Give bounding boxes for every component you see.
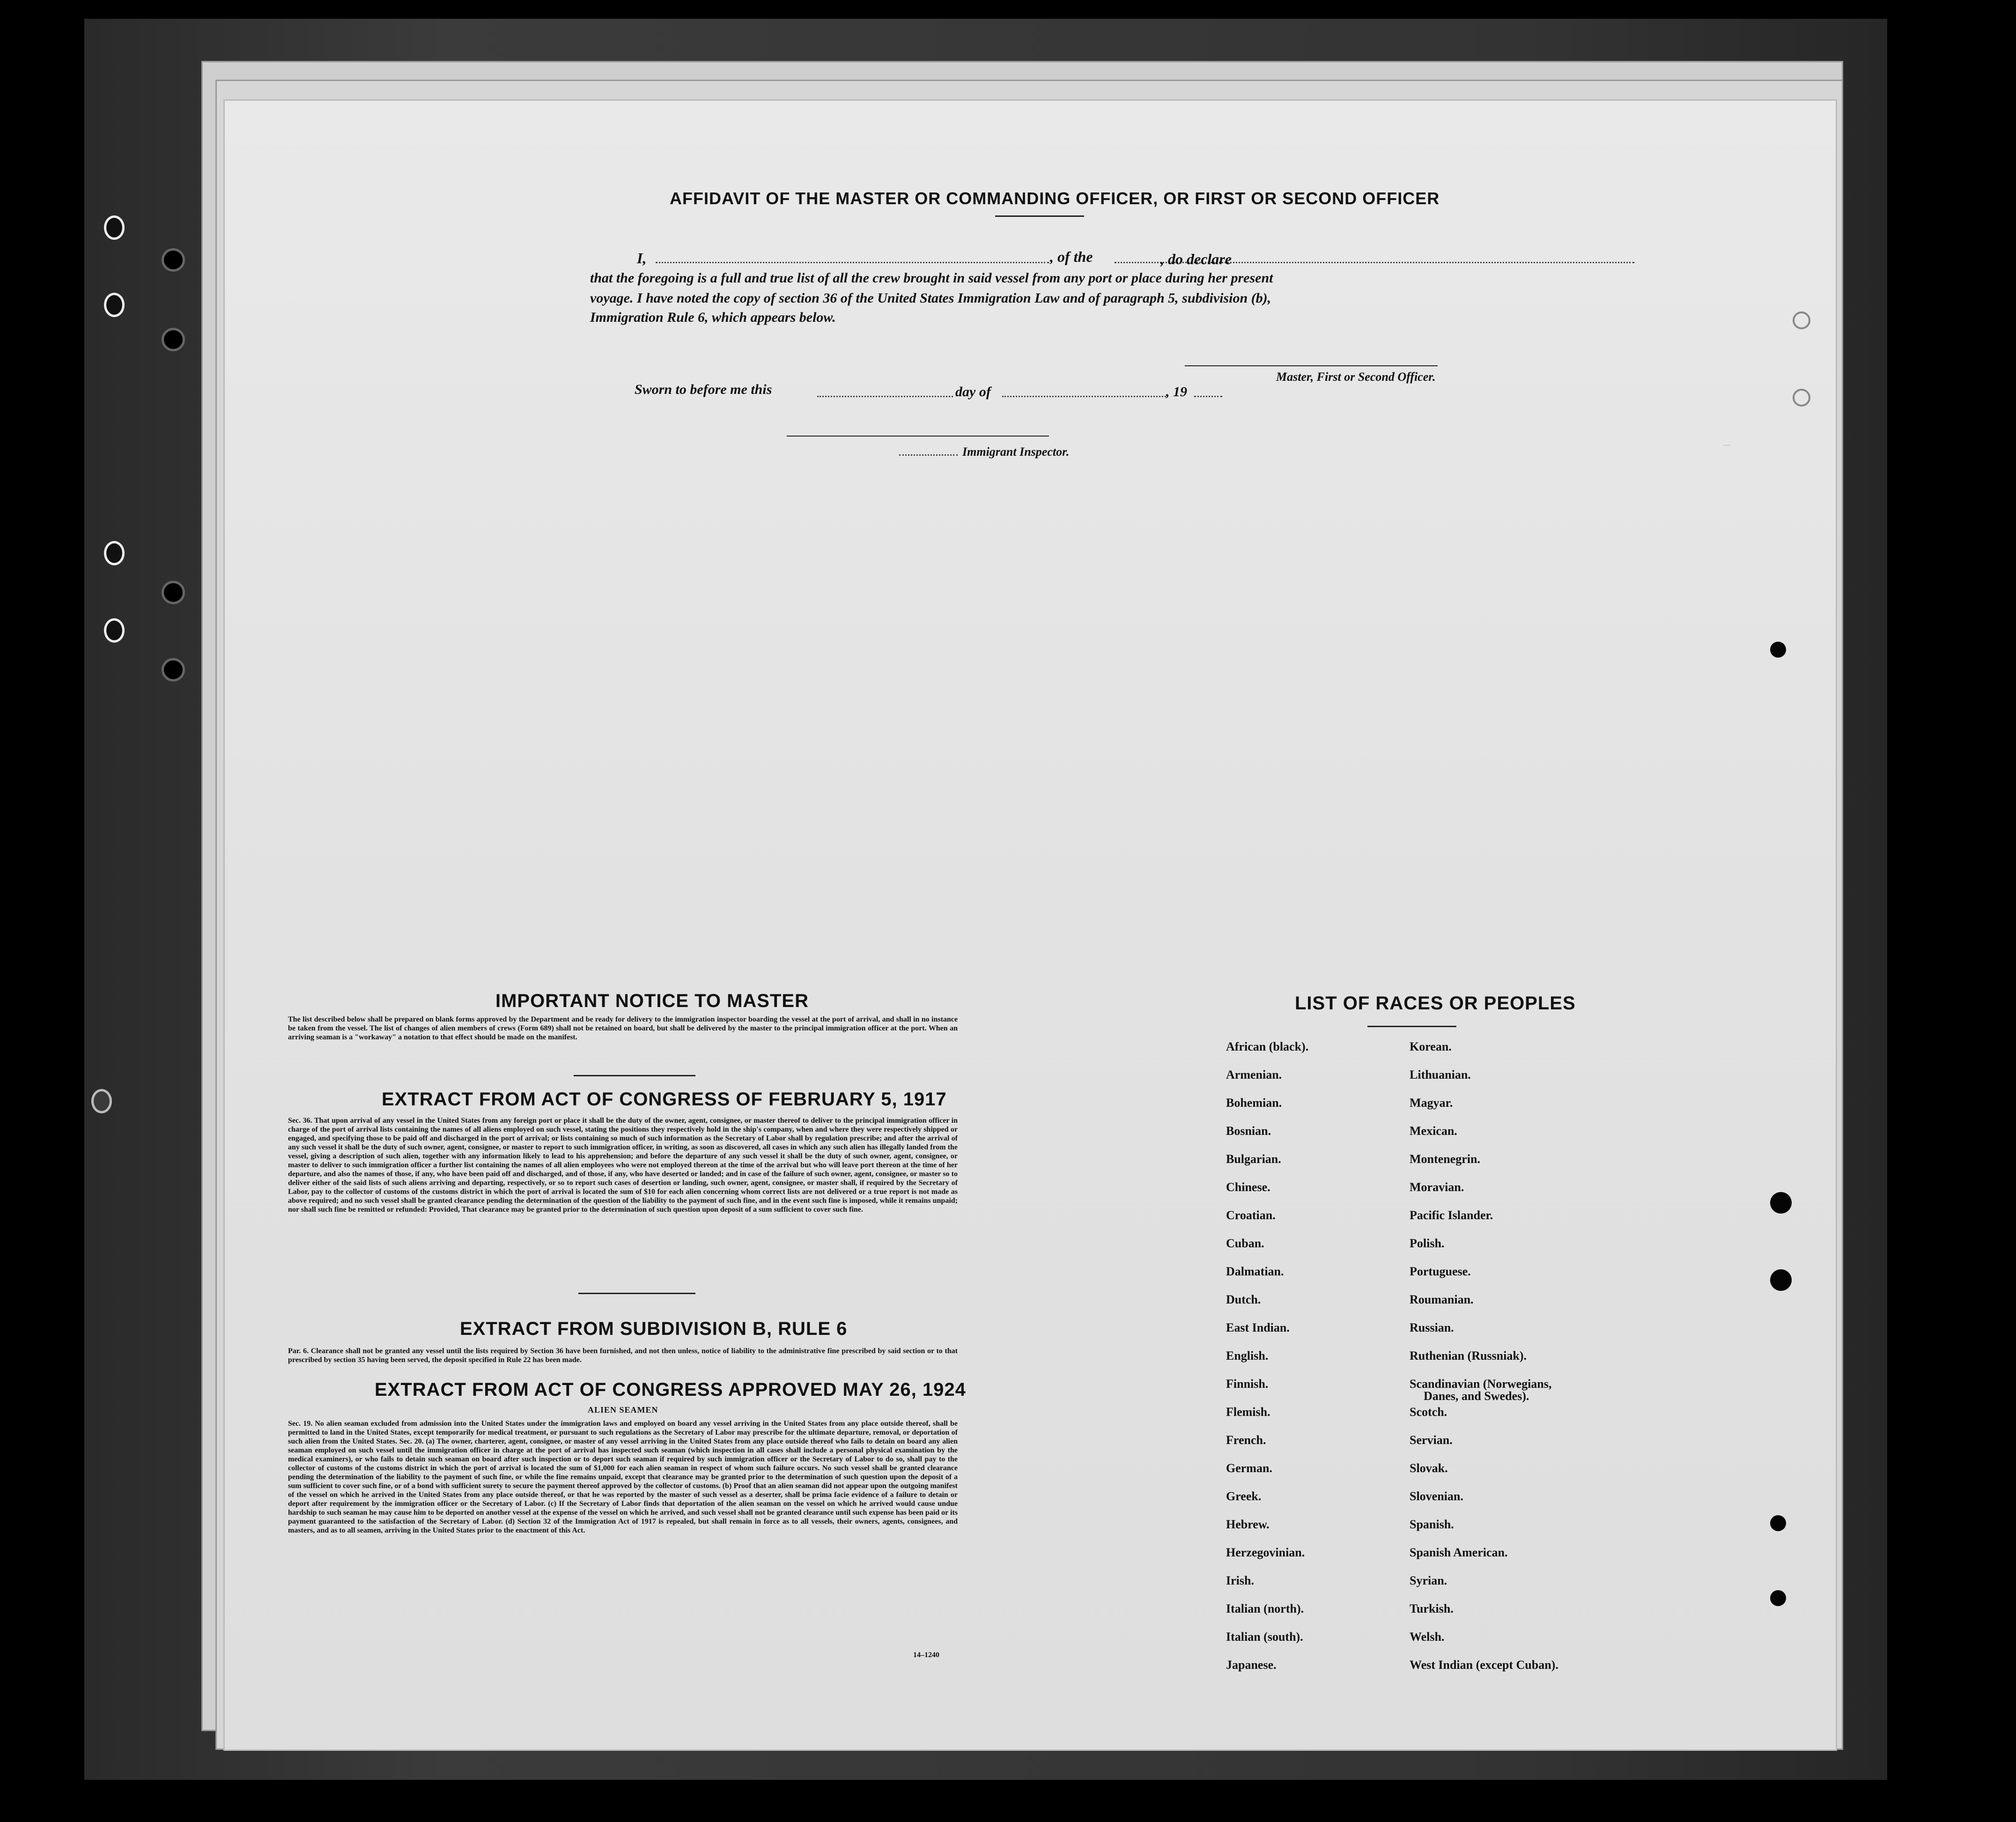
race-item: Syrian. [1410, 1574, 1447, 1587]
affidavit-para-line1: that the foregoing is a full and true list of all the crew brought in said vessel from any port or place during her present [590, 270, 1273, 286]
race-item: Roumanian. [1410, 1293, 1474, 1306]
race-item: Chinese. [1226, 1180, 1270, 1194]
race-item: Herzegovinian. [1226, 1546, 1305, 1559]
extract-1924-subtitle: ALIEN SEAMEN [588, 1405, 658, 1415]
race-item: Italian (south). [1226, 1630, 1303, 1644]
race-item: Montenegrin. [1410, 1152, 1480, 1166]
rule6-title: EXTRACT FROM SUBDIVISION B, RULE 6 [460, 1318, 848, 1339]
race-item: Cuban. [1226, 1237, 1264, 1250]
race-item: Polish. [1410, 1237, 1445, 1250]
race-item: Lithuanian. [1410, 1068, 1471, 1081]
rule6-body: Par. 6. Clearance shall not be granted any vessel until the lists required by Section 36 have been furnished, and not then unless, notice of liability to the administrative fine prescribed by said section or to that prescribed by section 35 having been served, the deposit specified in Rule 22 has been made. [288, 1347, 958, 1364]
race-item: German. [1226, 1461, 1272, 1475]
race-item: Japanese. [1226, 1658, 1277, 1672]
extract-1924-body: Sec. 19. No alien seaman excluded from admission into the United States under the immigration laws and employed on board any vessel arriving in the United States from any place outside thereof, shall be permitted to land in the United States, except temporarily for medical treatment, or pursuant to such regulations as the Secretary of Labor may prescribe for the ultimate departure, removal, or deportation of such alien from the United States. Sec. 20. (a) The owner, charterer, agent, consignee, or master of any vessel arriving in the United States from any place outside thereof who fails to detain on board any alien seaman employed on such vessel until the immigration officer in charge at the port of arrival has inspected such seaman (which inspection in all cases shall include a personal physical examination by the medical examiners), or who fails to detain such seaman on board after such inspection or to deport such seaman if required by such immigration officer or the Secretary of Labor to do so, shall pay to the collector of customs of the customs district in which the port of arrival is located the sum of $1,000 for each alien seaman in respect of whom such failure occurs. No such vessel shall be granted clearance pending the determination of the liability to the payment of such fine, or while the fine remains unpaid, except that clearance may be granted prior to the determination of such question upon the deposit of a sum sufficient to cover such fine, or of a bond with sufficient surety to secure the payment thereof approved by the collector of customs. (b) Proof that an alien seaman did not appear upon the outgoing manifest of the vessel on which he arrived in the United States from any place outside thereof, or that he was reported by the master of such vessel as a deserter, shall be prima facie evidence of a failure to detain or deport after requirement by the immigration officer or the Secretary of Labor. (c) If the Secretary of Labor finds that deportation of the alien seaman on the vessel on which he arrived would cause undue hardship to such seaman he may cause him to be deported on another vessel at the expense of the vessel on which he arrived, and such vessel shall not be granted clearance until such expense has been paid or its payment guaranteed to the satisfaction of the Secretary of Labor. (d) Section 32 of the Immigration Act of 1917 is repealed, but shall remain in force as to all vessels, their owners, agents, consignees, and masters, and as to all seamen, arriving in the United States prior to the enactment of this Act. [288, 1420, 958, 1534]
race-item: Croatian. [1226, 1208, 1276, 1222]
affidavit-declare-label: , do declare [1160, 251, 1232, 267]
race-item: Slovak. [1410, 1461, 1448, 1475]
notice-title: IMPORTANT NOTICE TO MASTER [495, 991, 809, 1011]
races-title: LIST OF RACES OR PEOPLES [1295, 993, 1576, 1014]
race-item: Bohemian. [1226, 1096, 1282, 1110]
race-item: French. [1226, 1433, 1266, 1447]
race-item: West Indian (except Cuban). [1410, 1658, 1558, 1672]
race-item: Magyar. [1410, 1096, 1453, 1110]
race-item-continuation: Danes, and Swedes). [1424, 1389, 1529, 1403]
extract-1917-title: EXTRACT FROM ACT OF CONGRESS OF FEBRUARY 5, 1917 [382, 1089, 947, 1110]
race-item: Dalmatian. [1226, 1265, 1284, 1278]
races-title-rule [1367, 1026, 1456, 1027]
extract-1917-rule [578, 1293, 695, 1294]
extract-1924-title: EXTRACT FROM ACT OF CONGRESS APPROVED MAY 26, 1924 [375, 1379, 966, 1400]
affidavit-para-line2: voyage. I have noted the copy of section 36 of the United States Immigration Law and of paragraph 5, subdivision (b), [590, 290, 1271, 306]
master-signature-line[interactable] [1185, 365, 1438, 366]
race-item: Servian. [1410, 1433, 1453, 1447]
affidavit-title-rule [995, 215, 1084, 217]
race-item: Finnish. [1226, 1377, 1269, 1391]
inspector-signature-line[interactable] [787, 436, 1049, 437]
sworn-day-field[interactable] [817, 396, 953, 397]
race-item: Welsh. [1410, 1630, 1445, 1644]
race-item: Pacific Islander. [1410, 1208, 1493, 1222]
extract-1917-body: Sec. 36. That upon arrival of any vessel in the United States from any foreign port or place it shall be the duty of the owner, agent, consignee, or master thereof to deliver to the principal immigration officer in charge of the port of arrival lists containing the names of all aliens employed on such vessel, stating the positions they respectively hold in the ship's company, when and where they were respectively shipped or engaged, and specifying those to be paid off and discharged in the port of arrival; or lists containing so much of such information as the Secretary of Labor shall by regulation prescribe; and after the arrival of any such vessel it shall be the duty of such owner, agent, consignee, or master to report to such immigration officer, in writing, as soon as discovered, all cases in which any such alien has illegally landed from the vessel, giving a description of such alien, together with any information likely to lead to his apprehension; and before the departure of any such vessel it shall be the duty of such owner, agent, consignee, or master to deliver to such immigration officer a further list containing the names of all alien employees who were not employed thereon at the time of the arrival but who will leave port thereon at the time of her departure, and also the names of those, if any, who have been paid off and discharged, and of those, if any, who have deserted or landed; and in case of the failure of such owner, agent, consignee, or master so to deliver either of the said lists of such aliens arriving and departing, respectively, or so to report such cases of desertion or landing, such owner, agent, consignee, or master shall, if required by the Secretary of Labor, pay to the collector of customs of the customs district in which the port of arrival is located the sum of $10 for each alien concerning whom correct lists are not delivered or a true report is not made as above required; and no such vessel shall be granted clearance pending the determination of the question of the liability to the payment of such fine, and in the event such fine is imposed, while it remains unpaid; nor shall such fine be remitted or refunded: Provided, That clearance may be granted prior to the determination of such question upon deposit of a sum sufficient to cover such fine. [288, 1117, 958, 1214]
day-of-label: day of [955, 384, 991, 400]
race-item: African (black). [1226, 1040, 1309, 1053]
race-item: Portuguese. [1410, 1265, 1471, 1278]
race-item: Ruthenian (Russniak). [1410, 1349, 1527, 1363]
race-item: Spanish. [1410, 1518, 1454, 1531]
affidavit-title: AFFIDAVIT OF THE MASTER OR COMMANDING OFFICER, OR FIRST OR SECOND OFFICER [670, 189, 1440, 208]
year-label: , 19 [1166, 384, 1187, 400]
race-item: Moravian. [1410, 1180, 1464, 1194]
race-item: Slovenian. [1410, 1489, 1463, 1503]
race-item: Bosnian. [1226, 1124, 1271, 1138]
race-item: Italian (north). [1226, 1602, 1304, 1615]
notice-rule [574, 1075, 695, 1076]
race-item: Dutch. [1226, 1293, 1261, 1306]
master-signature-label: Master, First or Second Officer. [1276, 370, 1436, 384]
sworn-month-field[interactable] [1002, 396, 1166, 397]
race-item: Greek. [1226, 1489, 1262, 1503]
race-item: Armenian. [1226, 1068, 1282, 1081]
affidavit-name-field[interactable] [656, 262, 1049, 263]
affidavit-of-the-label: , of the [1050, 248, 1093, 265]
affidavit-i-label: I, [637, 250, 647, 267]
race-item: Scandinavian (Norwegians, [1410, 1377, 1552, 1391]
sworn-year-field[interactable] [1194, 396, 1222, 397]
race-item: Irish. [1226, 1574, 1254, 1587]
race-item: Korean. [1410, 1040, 1452, 1053]
notice-body: The list described below shall be prepared on blank forms approved by the Department and be ready for delivery to the immigration inspector boarding the vessel at the port of arrival, and shall in no instance be taken from the vessel. The list of changes of alien members of crews (Form 689) shall not be retained on board, but shall be delivered by the master to the principal immigration officer at the port. When an arriving seaman is a "workaway" a notation to that effect should be made on the manifest. [288, 1015, 958, 1041]
race-item: Scotch. [1410, 1405, 1447, 1419]
inspector-dots [899, 454, 958, 456]
race-item: English. [1226, 1349, 1269, 1363]
race-item: East Indian. [1226, 1321, 1290, 1334]
race-item: Mexican. [1410, 1124, 1457, 1138]
race-item: Russian. [1410, 1321, 1454, 1334]
sworn-label: Sworn to before me this [635, 382, 772, 397]
affidavit-para-line3: Immigration Rule 6, which appears below. [590, 310, 836, 325]
race-item: Bulgarian. [1226, 1152, 1281, 1166]
race-item: Hebrew. [1226, 1518, 1270, 1531]
race-item: Spanish American. [1410, 1546, 1508, 1559]
manifest-page: — AFFIDAVIT OF THE MASTER OR COMMANDING OFFICER, OR FIRST OR SECOND OFFICER I, , of the , do declare that the foregoing is a full and true list of all the crew brought in said vessel from any port or place during her present voyage. I have noted the copy of section 36 of the United States Immigration Law and of paragraph 5, subdivision (b), Immigration Rule 6, which appears below. Master, First or Second Officer. Sworn to before me this day of , 19 Immigrant Inspector. IMPORTANT NOTICE TO MASTER The list described below shall be prepared on blank forms approved by the Department and be ready for delivery to the immigration inspector boarding the vessel at the port of arrival, and shall in no instance be taken from the vessel. The list of changes of alien members of crews (Form 689) shall not be retained on board, but shall be delivered by the master to the principal immigration officer at the port. When an arriving seaman is a "workaway" a notation to that effect should be made on the manifest. EXTRACT FROM ACT OF CONGRESS OF FEBRUARY 5, 1917 Sec. 36. That upon arrival of any vessel in the United States from any foreign port or place it shall be the duty of the owner, agent, consignee, or master thereof to deliver to the principal immigration officer in charge of the port of arrival lists containing the names of all aliens employed on such vessel, stating the positions they respectively hold in the ship's company, when and where they were respectively shipped or engaged, and specifying those to be paid off and discharged in the port of arrival; or lists containing so much of such information as the Secretary of Labor shall by regulation prescribe; and after the arrival of any such vessel it shall be the duty of such owner, agent, consignee, or master to report to such immigration officer, in writing, as soon as discovered, all cases in which any such alien has illegally landed from the vessel, giving a description of such alien, together with any information likely to lead to his apprehension; and before the departure of any such vessel it shall be the duty of such owner, agent, consignee, or master to deliver to such immigration officer a further list containing the names of all alien employees who were not employed thereon at the time of the arrival but who will leave port thereon at the time of her departure, and also the names of those, if any, who have been paid off and discharged, and of those, if any, who have deserted or landed; and in case of the failure of such owner, agent, consignee, or master so to deliver either of the said lists of such aliens arriving and departing, respectively, or so to report such cases of desertion or landing, such owner, agent, consignee, or master shall, if required by the Secretary of Labor, pay to the collector of customs of the customs district in which the port of arrival is located the sum of $10 for each alien concerning whom correct lists are not delivered or a true report is not made as above required; and no such vessel shall be granted clearance pending the determination of the question of the liability to the payment of such fine, and in the event such fine is imposed, while it remains unpaid; nor shall such fine be remitted or refunded: Provided, That clearance may be granted prior to the determination of such question upon deposit of a sum sufficient to cover such fine. EXTRACT FROM SUBDIVISION B, RULE 6 Par. 6. Clearance shall not be granted any vessel until the lists required by Section 36 have been furnished, and not then unless, notice of liability to the administrative fine prescribed by said section or to that prescribed by section 35 having been served, the deposit specified in Rule 22 has been made. EXTRACT FROM ACT OF CONGRESS APPROVED MAY 26, 1924 ALIEN SEAMEN Sec. 19. No alien seaman excluded from admission into the United States under the immigration laws and employed on board any vessel arriving in the United States from any place outside thereof, shall be permitted to land in the United States, except temporarily for medical treatment, or pursuant to such regulations as the Secretary of Labor may prescribe for the ultimate departure, removal, or deportation of such alien from the United States. Sec. 20. (a) The owner, charterer, agent, consignee, or master of any vessel arriving in the United States from any place outside thereof who fails to detain on board any alien seaman employed on such vessel until the immigration officer in charge at the port of arrival has inspected such seaman (which inspection in all cases shall include a personal physical examination by the medical examiners), or who fails to detain such seaman on board after such inspection or to deport such seaman if required by such immigration officer or the Secretary of Labor to do so, shall pay to the collector of customs of the customs district in which the port of arrival is located the sum of $1,000 for each alien seaman in respect of whom such failure occurs. No such vessel shall be granted clearance pending the determination of the liability to the payment of such fine, or while the fine remains unpaid, except that clearance may be granted prior to the determination of such question upon the deposit of a sum sufficient to cover such fine, or of a bond with sufficient surety to secure the payment thereof approved by the collector of customs. (b) Proof that an alien seaman did not appear upon the outgoing manifest of the vessel on which he arrived in the United States from any place outside thereof, or that he was reported by the master of such vessel as a deserter, shall be prima facie evidence of a failure to detain or deport after requirement by the immigration officer or the Secretary of Labor. (c) If the Secretary of Labor finds that deportation of the alien seaman on the vessel on which he arrived would cause undue hardship to such seaman he may cause him to be deported on another vessel at the expense of the vessel on which he arrived, and such vessel shall not be granted clearance until such expense has been paid or its payment guaranteed to the satisfaction of the Secretary of Labor. (d) Section 32 of the Immigration Act of 1917 is repealed, but shall remain in force as to all vessels, their owners, agents, consignees, and masters, and as to all seamen, arriving in the United States prior to the enactment of this Act. 14–1240 LIST OF RACES OR PEOPLES African (black). Armenian. Bohemian. Bosnian. Bulgarian. Chinese. Croatian. Cuban. Dalmatian. Dutch. East Indian. English. Finnish. Flemish. French. German. Greek. Hebrew. Herzegovinian. Irish. Italian (north). Italian (south). Japanese. Korean. Lithuanian. Magyar. Mexican. Montenegrin. Moravian. Pacific Islander. Polish. Portuguese. Roumanian. Russian. Ruthenian (Russniak). Scandinavian (Norwegians, Scotch. Servian. Slovak. Slovenian. Spanish. Spanish American. Syrian. Turkish. Welsh. West Indian (except Cuban). Danes, and Swedes). [225, 101, 1836, 1749]
race-item: Flemish. [1226, 1405, 1270, 1419]
form-number: 14–1240 [913, 1651, 939, 1659]
race-item: Turkish. [1410, 1602, 1454, 1615]
inspector-label: Immigrant Inspector. [962, 445, 1070, 459]
